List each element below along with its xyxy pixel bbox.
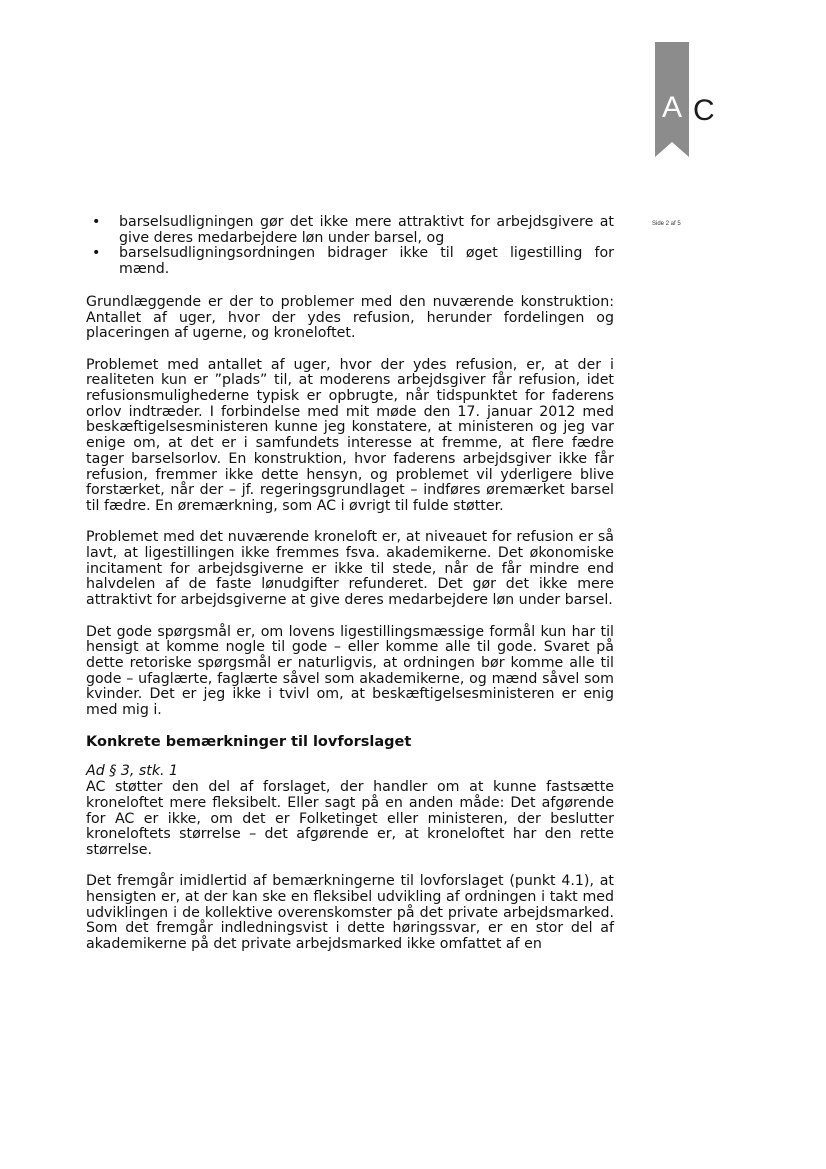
paragraph: Det gode spørgsmål er, om lovens ligestillingsmæssige formål kun har til hensigt at komme nogle til gode – eller komme alle til gode. Svaret på dette retoriske spørgsmål er naturligvis, at ordningen bør komme alle til gode – ufaglærte, faglærte såvel som akademikerne, og mænd såvel som kvinder. Det er jeg ikke i tvivl om, at beskæftigelsesministeren er enig med mig i. [86, 623, 614, 719]
page-number: Side 2 af 5 [652, 221, 681, 227]
bullet-list [86, 215, 614, 278]
paragraph: Grundlæggende er der to problemer med den nuværende konstruktion: Antallet af uger, hvor der ydes refusion, herunder fordelingen og placeringen af ugerne, og kroneloftet. [86, 293, 614, 342]
paragraph: Det fremgår imidlertid af bemærkningerne til lovforslaget (punkt 4.1), at hensigten er, at der kan ske en fleksibel udvikling af ordningen i takt med udviklingen i de kollektive overenskomster på det private arbejdsmarked. Som det fremgår indledningsvist i dette høringssvar, er en stor del af akademikerne på det private arbejdsmarked ikke omfattet af en [86, 873, 614, 953]
bullet-item: • barselsudligningen gør det ikke mere attraktivt for arbejdsgivere at give deres medarbejdere løn under barsel, og [86, 215, 614, 246]
subsection-text: AC støtter den del af forslaget, der handler om at kunne fastsætte kroneloftet mere fleksibelt. Eller sagt på en anden måde: Det afgørende for AC er ikke, om det er Folketinget eller ministeren, der beslutter kroneloftets størrelse – det afgørende er, at kroneloftet har den rette størrelse. [86, 779, 614, 858]
subsection-title: Ad § 3, stk. 1 [86, 763, 179, 780]
paragraph: Problemet med det nuværende kroneloft er, at niveauet for refusion er så lavt, at ligestillingen ikke fremmes fsva. akademikerne. Det økonomiske incitament for arbejdsgiverne er ikke til stede, når de får mindre end halvdelen af de faste lønudgifter refunderet. Det gør det ikke mere attraktivt for arbejdsgiverne at give deres medarbejdere løn under barsel. [86, 529, 614, 609]
ac-logo-banner [655, 42, 689, 157]
subsection [86, 764, 614, 858]
bullet-item: • barselsudligningsordningen bidrager ikke til øget ligestilling for mænd. [86, 246, 614, 277]
paragraph: Problemet med antallet af uger, hvor der ydes refusion, er, at der i realiteten kun er ”plads” til, at moderens arbejdsgiver får refusion, idet refusionsmulighederne typisk er opbrugte, når tidspunktet for faderens orlov indtræder. I forbindelse med mit møde den 17. januar 2012 med beskæftigelsesministeren kunne jeg konstatere, at ministeren og jeg var enige om, at det er i samfundets interesse at fremme, at flere fædre tager barselsorlov. En konstruktion, hvor faderens arbejdsgiver ikke får refusion, fremmer ikke dette hensyn, og problemet vil yderligere blive forstærket, når der – jf. regeringsgrundlaget – indføres øremærket barsel til fædre. En øremærkning, som AC i øvrigt til fulde støtter. [86, 356, 614, 514]
logo-letter-a: A [661, 91, 683, 124]
logo-letter-c: C [693, 94, 715, 127]
document-body [86, 215, 614, 969]
section-heading: Konkrete bemærkninger til lovforslaget [86, 734, 412, 751]
